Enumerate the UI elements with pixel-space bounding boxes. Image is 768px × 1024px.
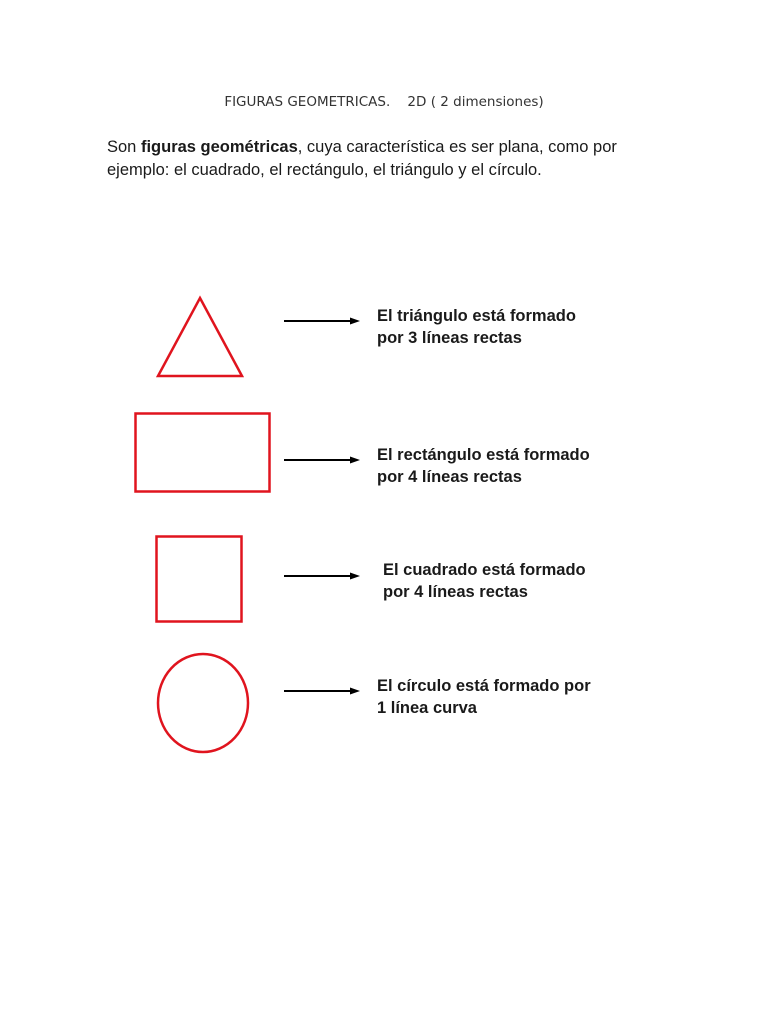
circle-desc-line-1: El círculo está formado por	[377, 677, 591, 695]
rectangle-desc-line-1: El rectángulo está formado	[377, 446, 590, 464]
arrow-triangle	[284, 317, 360, 325]
intro-bold-term: figuras geométricas	[140, 138, 298, 156]
intro-prefix: Son	[107, 138, 141, 156]
triangle-desc-line-1: El triángulo está formado	[377, 307, 576, 325]
intro-line-2: ejemplo: el cuadrado, el rectángulo, el triángulo y el círculo.	[107, 161, 542, 179]
triangle-desc-line-2: por 3 líneas rectas	[377, 329, 522, 347]
square-desc-line-2: por 4 líneas rectas	[383, 583, 528, 601]
rectangle-desc-line-2: por 4 líneas rectas	[377, 468, 522, 486]
square-desc-line-1: El cuadrado está formado	[383, 561, 586, 579]
circle-shape	[153, 649, 253, 757]
page-title: FIGURAS GEOMETRICAS. 2D ( 2 dimensiones)	[224, 94, 544, 110]
intro-suffix: , cuya característica es ser plana, como por	[297, 138, 617, 156]
square-shape	[154, 534, 246, 626]
arrow-circle	[284, 687, 360, 695]
rectangle-shape	[133, 411, 273, 494]
triangle-description	[377, 305, 576, 349]
circle-desc-line-2: 1 línea curva	[377, 699, 477, 717]
rectangle-description	[377, 444, 590, 488]
arrow-square	[284, 572, 360, 580]
arrow-rectangle	[284, 456, 360, 464]
intro-paragraph	[107, 136, 667, 182]
square-description	[383, 559, 586, 603]
triangle-shape	[150, 292, 250, 384]
circle-description	[377, 675, 591, 719]
